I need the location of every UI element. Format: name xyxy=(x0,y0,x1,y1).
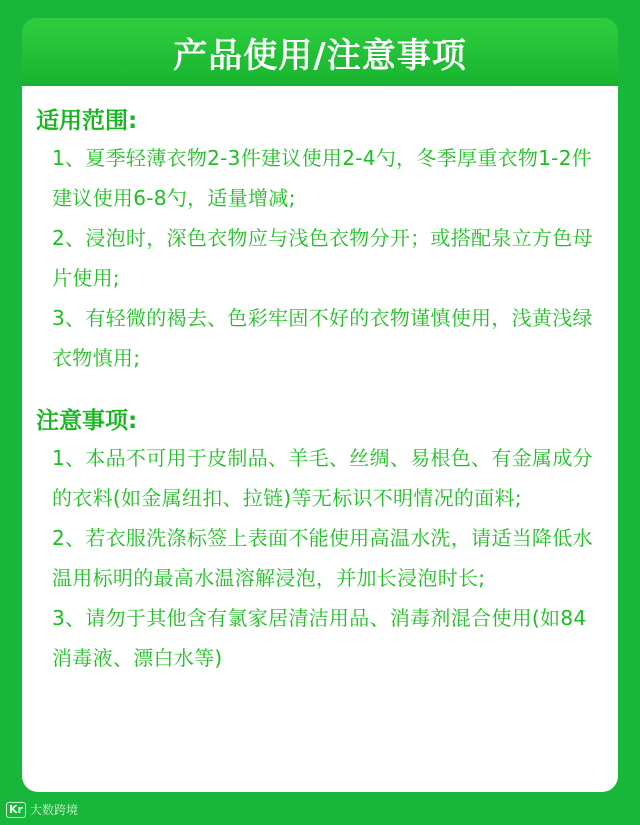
notes-heading: 注意事项: xyxy=(36,408,138,434)
watermark-logo-icon: Kr xyxy=(6,802,26,818)
scope-item: 2、浸泡时，深色衣物应与浅色衣物分开；或搭配泉立方色母片使用; xyxy=(52,226,593,290)
notes-item: 2、若衣服洗涤标签上表面不能使用高温水洗，请适当降低水温用标明的最高水温溶解浸泡，并加长浸泡时长; xyxy=(52,526,593,590)
page-header xyxy=(22,18,618,86)
notes-item: 3、请勿于其他含有氯家居清洁用品、消毒剂混合使用(如84消毒液、漂白水等) xyxy=(52,606,587,670)
page-title: 产品使用/注意事项 xyxy=(173,35,467,76)
notes-item: 1、本品不可用于皮制品、羊毛、丝绸、易根色、有金属成分的衣料(如金属纽扣、拉链)等无标识不明情况的面料; xyxy=(52,446,593,510)
watermark xyxy=(6,800,78,820)
watermark-text: 大数跨境 xyxy=(29,803,78,817)
scope-heading: 适用范围: xyxy=(36,108,138,134)
scope-item: 1、夏季轻薄衣物2-3件建议使用2-4勺，冬季厚重衣物1-2件建议使用6-8勺，适量增减; xyxy=(52,146,593,210)
content-panel xyxy=(22,86,618,792)
scope-item: 3、有轻微的褐去、色彩牢固不好的衣物谨慎使用，浅黄浅绿衣物慎用; xyxy=(52,306,593,370)
